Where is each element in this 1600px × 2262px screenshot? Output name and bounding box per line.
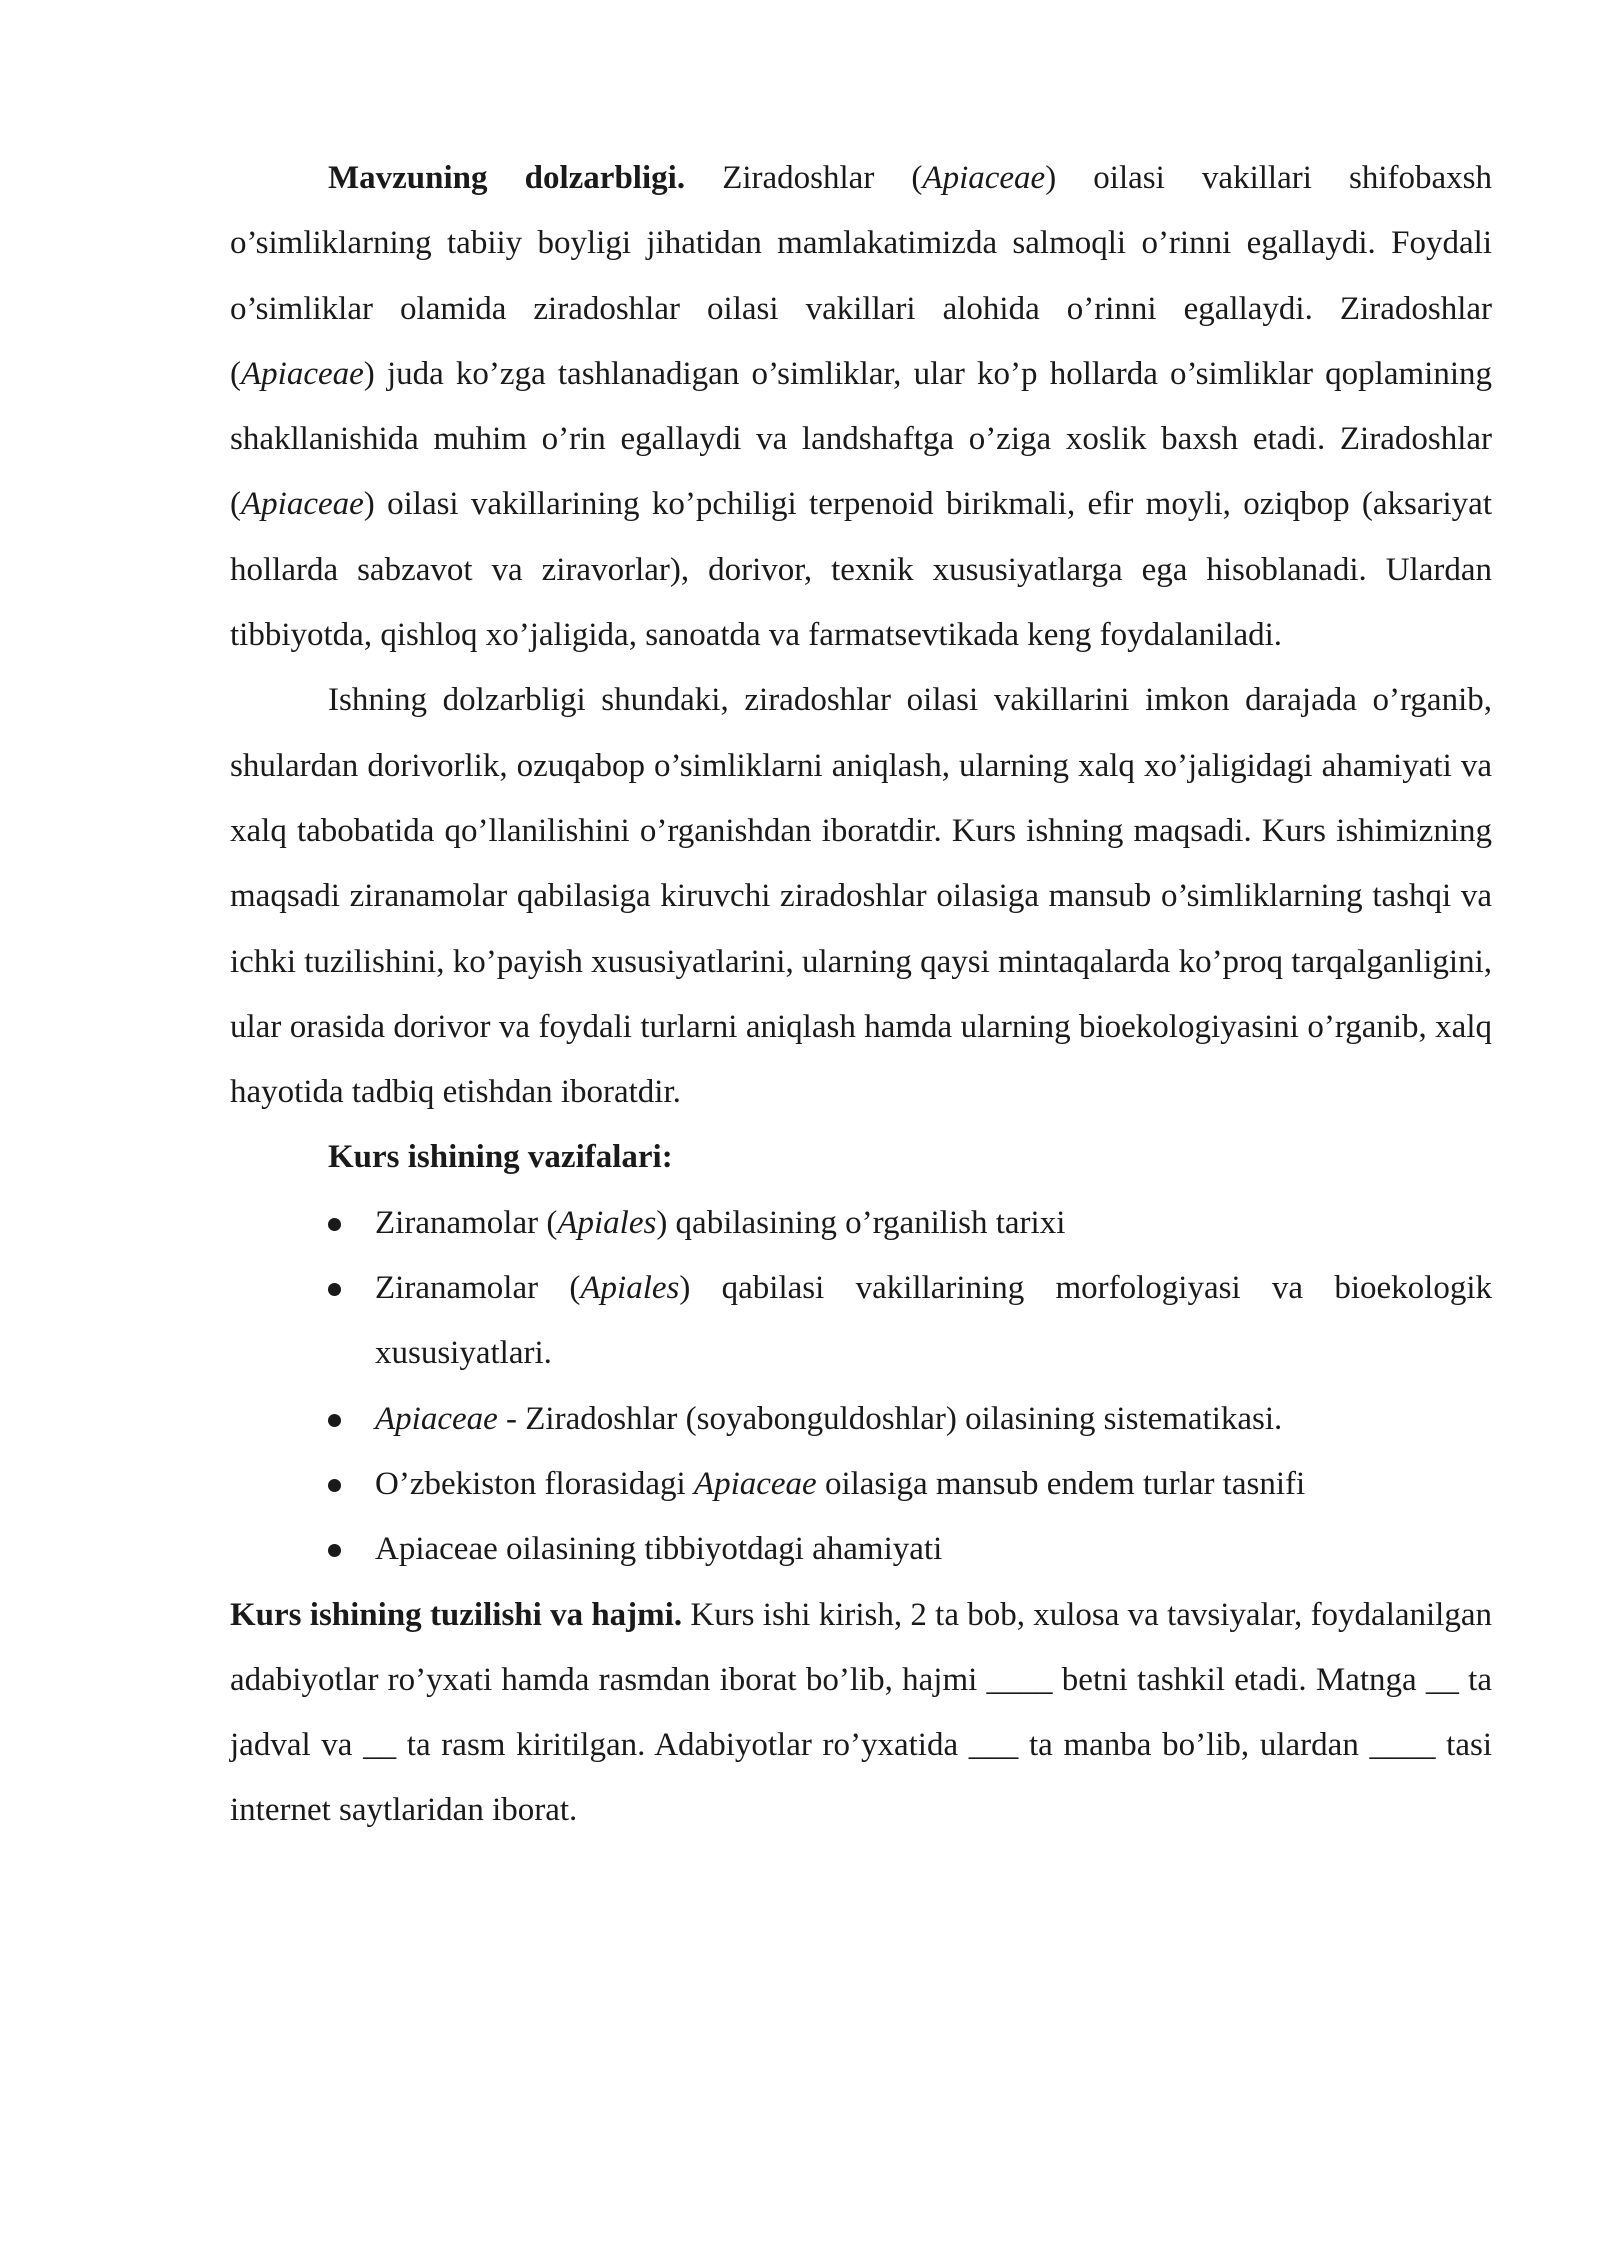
bullet-icon	[328, 1283, 341, 1296]
relevance-lead: Mavzuning dolzarbligi.	[328, 160, 686, 196]
structure-lead: Kurs ishining tuzilishi va hajmi.	[230, 1596, 683, 1633]
list-item: Apiaceae - Ziradoshlar (soyabonguldoshlar) oilasining sistematikasi.	[230, 1387, 1492, 1452]
bullet-icon	[328, 1218, 341, 1231]
tasks-list	[230, 1191, 1492, 1583]
aim-paragraph: Ishning dolzarbligi shundaki, ziradoshlar oilasi vakillarini imkon darajada o’rganib, shulardan dorivorlik, ozuqabop o’simliklarni aniqlash, ularning xalq xo’jaligidagi ahamiyati va xalq tabobatida qo’llanilishini o’rganishdan iboratdir. Kurs ishning maqsadi. Kurs ishimizning maqsadi ziranamolar qabilasiga kiruvchi ziradoshlar oilasiga mansub o’simliklarning tashqi va ichki tuzilishini, ko’payish xususiyatlarini, ularning qaysi mintaqalarda ko’proq tarqalganligini, ular orasida dorivor va foydali turlarni aniqlash hamda ularning bioekologiyasini o’rganib, xalq hayotida tadbiq etishdan iboratdir.	[230, 682, 1492, 1111]
bullet-icon	[328, 1479, 341, 1492]
list-item: Apiaceae oilasining tibbiyotdagi ahamiyati	[230, 1517, 1492, 1582]
document-page	[230, 146, 1492, 1844]
list-item: Ziranamolar (Apiales) qabilasi vakillarining morfologiyasi va bioekologik xususiyatlari.	[230, 1256, 1492, 1387]
structure-paragraph: Kurs ishining tuzilishi va hajmi. Kurs ishi kirish, 2 ta bob, xulosa va tavsiyalar, foydalanilgan adabiyotlar ro’yxati hamda rasmdan iborat bo’lib, hajmi ____ betni tashkil etadi. Matnga __ ta jadval va __ ta rasm kiritilgan. Adabiyotlar ro’yxatida ___ ta manba bo’lib, ulardan ____ tasi internet saytlaridan iborat.	[230, 1596, 1493, 1829]
relevance-paragraph: Mavzuning dolzarbligi. Ziradoshlar (Apiaceae) oilasi vakillari shifobaxsh o’simliklarning tabiiy boyligi jihatidan mamlakatimizda salmoqli o’rinni egallaydi. Foydali o’simliklar olamida ziradoshlar oilasi vakillari alohida o’rinni egallaydi. Ziradoshlar (Apiaceae) juda ko’zga tashlanadigan o’simliklar, ular ko’p hollarda o’simliklar qoplamining shakllanishida muhim o’rin egallaydi va landshaftga o’ziga xoslik baxsh etadi. Ziradoshlar (Apiaceae) oilasi vakillarining ko’pchiligi terpenoid birikmali, efir moyli, oziqbop (aksariyat hollarda sabzavot va ziravorlar), dorivor, texnik xususiyatlarga ega hisoblanadi. Ulardan tibbiyotda, qishloq xo’jaligida, sanoatda va farmatsevtikada keng foydalaniladi.	[230, 160, 1492, 654]
bullet-icon	[328, 1544, 341, 1557]
list-item: O’zbekiston florasidagi Apiaceae oilasiga mansub endem turlar tasnifi	[230, 1452, 1492, 1517]
bullet-icon	[328, 1414, 341, 1427]
tasks-heading: Kurs ishining vazifalari:	[328, 1139, 673, 1176]
list-item: Ziranamolar (Apiales) qabilasining o’rganilish tarixi	[230, 1191, 1492, 1256]
